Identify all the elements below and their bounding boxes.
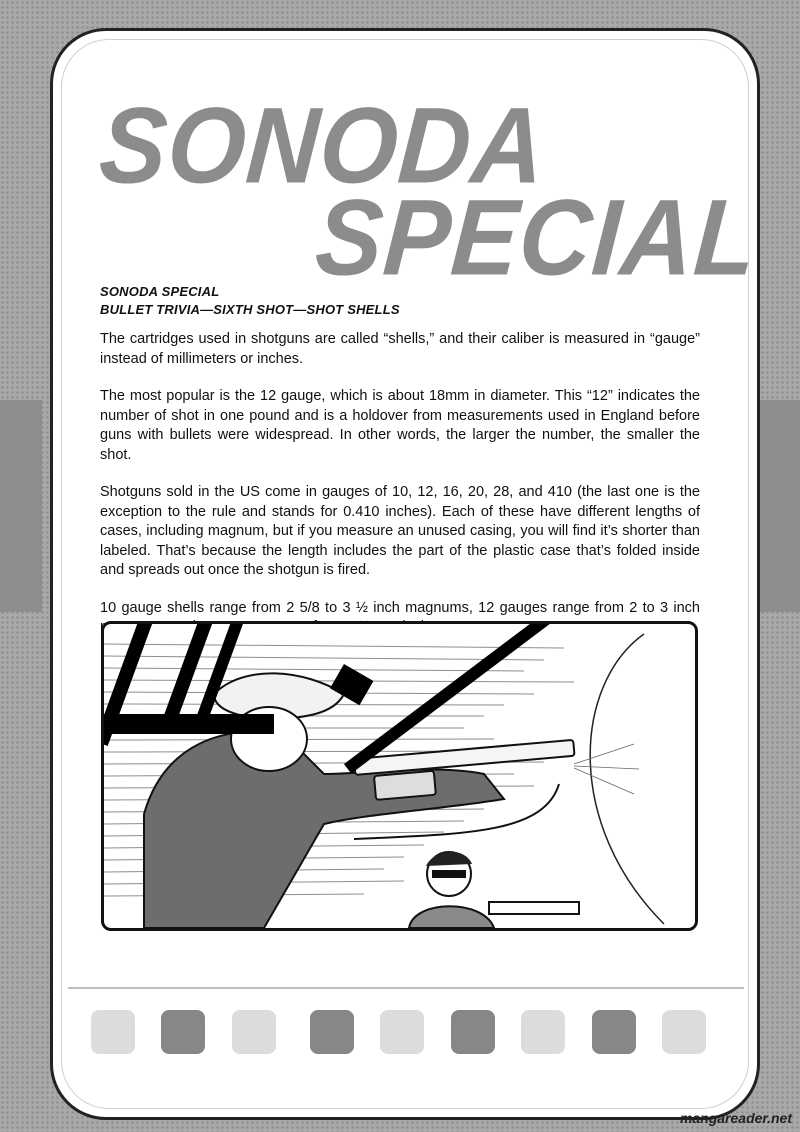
right-side-tab bbox=[758, 400, 800, 612]
swatch-7 bbox=[521, 1010, 565, 1054]
swatch-6 bbox=[451, 1010, 495, 1054]
footer-divider bbox=[68, 987, 744, 989]
paragraph-2: The most popular is the 12 gauge, which is about 18mm in diameter. This “12” indicates the number of shot in one pound and is a holdover from measurements used in England before guns with bullets were widespread. In other words, the larger the number, the smaller the shot. bbox=[100, 388, 700, 463]
article-body bbox=[100, 330, 700, 656]
paragraph-1: The cartridges used in shotguns are called “shells,” and their caliber is measured in “gauge” instead of millimeters or inches. bbox=[100, 331, 700, 367]
watermark: mangareader.net bbox=[679, 1110, 792, 1126]
title-line-1: SONODA bbox=[95, 85, 550, 207]
swatch-5 bbox=[380, 1010, 424, 1054]
paragraph-3: Shotguns sold in the US come in gauges of 10, 12, 16, 20, 28, and 410 (the last one is the exception to the rule and stands for 0.410 inches). Each of these have different lengths of cases, including magnum, but if you measure an unused casing, you will find it’s shorter than labeled. That’s because the length includes the part of the plastic case that’s folded inside and spreads out once the shotgun is fired. bbox=[100, 484, 700, 578]
swatch-1 bbox=[91, 1010, 135, 1054]
swatch-4 bbox=[310, 1010, 354, 1054]
left-side-tab bbox=[0, 400, 42, 612]
swatch-9 bbox=[662, 1010, 706, 1054]
manga-illustration bbox=[101, 621, 698, 931]
subheading-2: BULLET TRIVIA—SIXTH SHOT—SHOT SHELLS bbox=[100, 302, 400, 317]
illustration-svg bbox=[104, 624, 695, 928]
paragraph-4: 10 gauge shells range from 2 5/8 to 3 ½ inch magnums, 12 gauges range from 2 to 3 inch bbox=[100, 599, 700, 616]
swatch-3 bbox=[232, 1010, 276, 1054]
swatch-2 bbox=[161, 1010, 205, 1054]
subheading-1: SONODA SPECIAL bbox=[100, 284, 220, 299]
swatch-8 bbox=[592, 1010, 636, 1054]
subheadings bbox=[100, 283, 700, 319]
title-line-2: SPECIAL bbox=[311, 177, 761, 299]
